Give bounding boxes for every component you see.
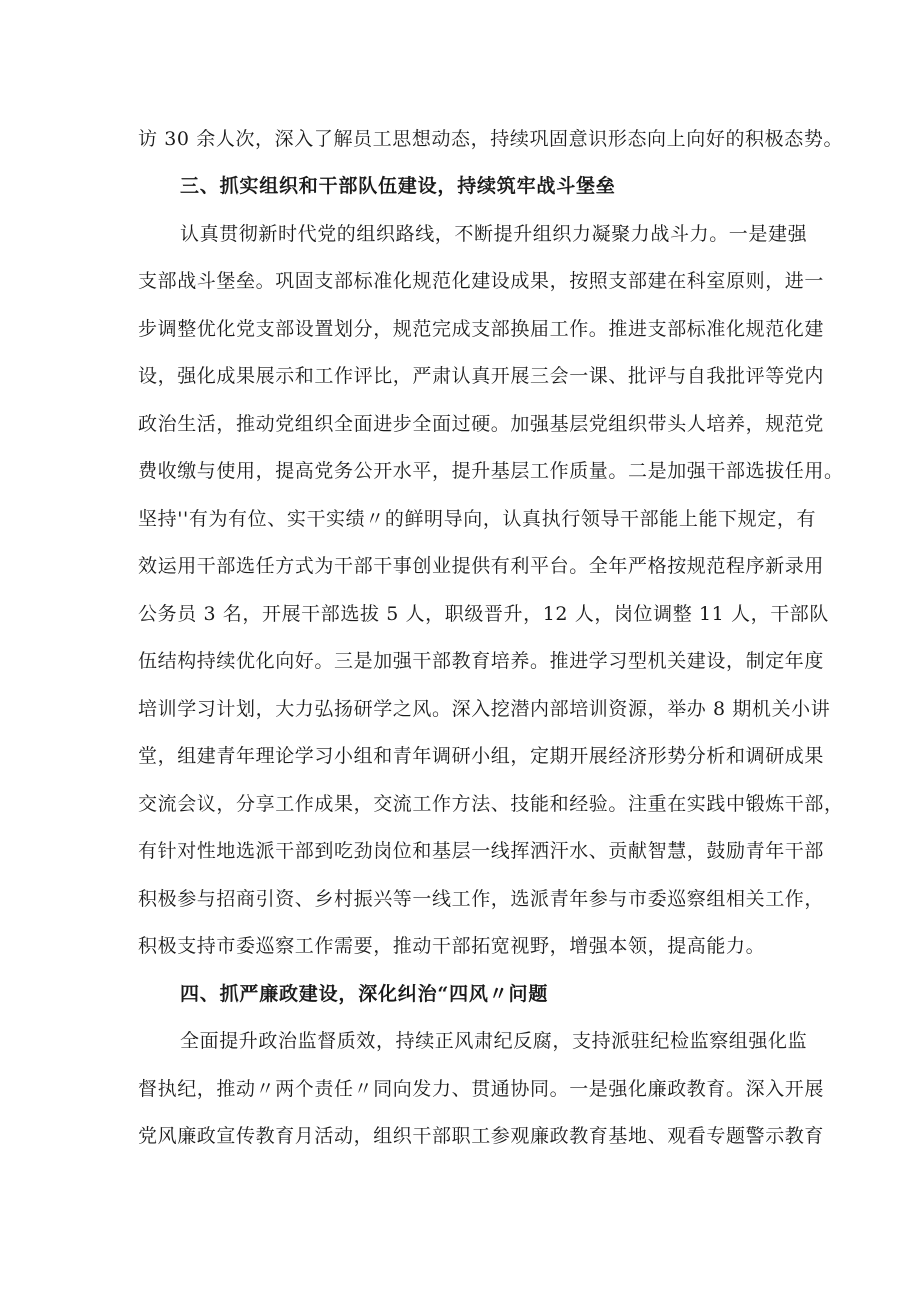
paragraph-line: 督执纪，推动〃两个责任〃同向发力、贯通协同。一是强化廉政教育。深入开展 xyxy=(138,1078,825,1100)
paragraph-line: 坚持''有为有位、实干实绩〃的鲜明导向，认真执行领导干部能上能下规定，有 xyxy=(138,508,817,530)
paragraph-line: 堂，组建青年理论学习小组和青年调研小组，定期开展经济形势分析和调研成果 xyxy=(138,745,825,767)
paragraph-line: 步调整优化党支部设置划分，规范完成支部换届工作。推进支部标准化规范化建 xyxy=(138,318,825,340)
paragraph-line: 设，强化成果展示和工作评比，严肃认真开展三会一课、批评与自我批评等党内 xyxy=(138,365,825,387)
section-heading: 三、抓实组织和干部队伍建设，持续筑牢战斗堡垒 xyxy=(180,175,616,197)
paragraph-line: 访 30 余人次，深入了解员工思想动态，持续巩固意识形态向上向好的积极态势。 xyxy=(138,128,844,150)
paragraph-line: 费收缴与使用，提高党务公开水平，提升基层工作质量。二是加强干部选拔任用。 xyxy=(138,460,844,482)
paragraph-line: 积极支持市委巡察工作需要，推动干部拓宽视野，增强本领，提高能力。 xyxy=(138,935,766,957)
paragraph-line: 认真贯彻新时代党的组织路线，不断提升组织力凝聚力战斗力。一是建强 xyxy=(180,223,808,245)
paragraph-line: 伍结构持续优化向好。三是加强干部教育培养。推进学习型机关建设，制定年度 xyxy=(138,650,825,672)
paragraph-line: 交流会议，分享工作成果，交流工作方法、技能和经验。注重在实践中锻炼干部， xyxy=(138,793,844,815)
paragraph-line: 效运用干部选任方式为干部干事创业提供有利平台。全年严格按规范程序新录用 xyxy=(138,555,825,577)
paragraph-line: 培训学习计划，大力弘扬研学之风。深入挖潜内部培训资源，举办 8 期机关小讲 xyxy=(138,698,831,720)
section-heading: 四、抓严廉政建设，深化纠治“四风〃问题 xyxy=(180,983,549,1005)
paragraph-line: 党风廉政宣传教育月活动，组织干部职工参观廉政教育基地、观看专题警示教育 xyxy=(138,1125,825,1147)
paragraph-line: 有针对性地选派干部到吃劲岗位和基层一线挥洒汗水、贡献智慧，鼓励青年干部 xyxy=(138,840,825,862)
paragraph-line: 积极参与招商引资、乡村振兴等一线工作，选派青年参与市委巡察组相关工作， xyxy=(138,888,825,910)
paragraph-line: 公务员 3 名，开展干部选拔 5 人，职级晋升，12 人，岗位调整 11 人，干部队 xyxy=(138,603,830,625)
paragraph-line: 支部战斗堡垒。巩固支部标准化规范化建设成果，按照支部建在科室原则，进一 xyxy=(138,270,825,292)
paragraph-line: 政治生活，推动党组织全面进步全面过硬。加强基层党组织带头人培养，规范党 xyxy=(138,413,825,435)
paragraph-line: 全面提升政治监督质效，持续正风肃纪反腐，支持派驻纪检监察组强化监 xyxy=(180,1030,808,1052)
